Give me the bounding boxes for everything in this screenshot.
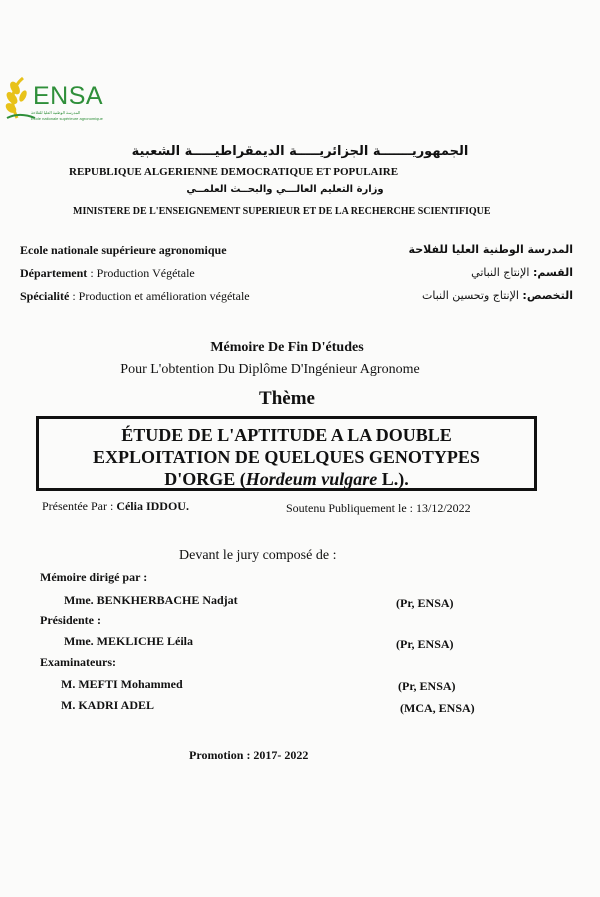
- promotion: Promotion : 2017- 2022: [189, 748, 309, 762]
- examiners-label: Examinateurs:: [40, 655, 116, 669]
- theme-label: Thème: [259, 388, 315, 409]
- theme-species-name: Hordeum vulgare: [245, 469, 378, 489]
- jury-intro: Devant le jury composé de :: [179, 548, 337, 563]
- president-name: Mme. MEKLICHE Léila: [64, 634, 193, 648]
- republic-arabic: الجمهوريـــــــة الجزائريـــــة الديمقراطيـــــة الشعبية: [131, 144, 469, 159]
- theme-line-3: [39, 468, 534, 490]
- speciality-ar-label: التخصص:: [522, 289, 573, 302]
- department-ar-label: القسم:: [532, 266, 573, 279]
- department-line: [20, 266, 195, 281]
- republic-french: REPUBLIQUE ALGERIENNE DEMOCRATIQUE ET POPULAIRE: [69, 166, 399, 178]
- logo-text: ENSA: [33, 82, 104, 110]
- director-label: Mémoire dirigé par :: [40, 570, 148, 584]
- presented-name: Célia IDDOU.: [116, 499, 189, 513]
- presented-label: Présentée Par :: [42, 499, 117, 513]
- theme-line-2: EXPLOITATION DE QUELQUES GENOTYPES: [93, 447, 480, 467]
- examiner-2-name: M. KADRI ADEL: [61, 698, 155, 712]
- presented-by: [42, 499, 189, 514]
- ministry-arabic: وزارة التعليم العالـــي والبحــث العلمــي: [186, 184, 384, 195]
- department-value: : Production Végétale: [87, 266, 195, 280]
- department-ar-value: الإنتاج النباتي: [471, 266, 533, 279]
- theme-line-1: ÉTUDE DE L'APTITUDE A LA DOUBLE: [121, 425, 452, 445]
- school-name-arabic: المدرسة الوطنية العليا للفلاحة: [408, 243, 573, 256]
- logo-subtitle-ar: المدرسة الوطنية العليا للفلاحة: [31, 110, 81, 115]
- examiner-2-title: (MCA, ENSA): [400, 701, 475, 715]
- department-arabic-line: [471, 266, 573, 279]
- defense-date: Soutenu Publiquement le : 13/12/2022: [286, 501, 471, 515]
- memoire-title: Mémoire De Fin D'études: [210, 340, 364, 355]
- theme-box: [36, 416, 537, 491]
- president-label: Présidente :: [40, 613, 101, 627]
- examiner-1-name: M. MEFTI Mohammed: [61, 677, 183, 691]
- school-name-french: Ecole nationale supérieure agronomique: [20, 243, 227, 257]
- examiner-1-title: (Pr, ENSA): [398, 679, 456, 693]
- ministry-french: MINISTERE DE L'ENSEIGNEMENT SUPERIEUR ET DE LA RECHERCHE SCIENTIFIQUE: [73, 206, 491, 217]
- ensa-logo: [3, 72, 113, 132]
- department-label: Département: [20, 266, 88, 280]
- speciality-label: Spécialité: [20, 289, 70, 303]
- theme-line-3-post: L.).: [377, 469, 409, 489]
- logo-subtitle-fr: École nationale supérieure agronomique: [31, 116, 103, 121]
- speciality-ar-value: الإنتاج وتحسين النبات: [422, 289, 523, 302]
- director-name: Mme. BENKHERBACHE Nadjat: [64, 593, 238, 607]
- theme-line-3-pre: D'ORGE (: [164, 469, 246, 489]
- president-title: (Pr, ENSA): [396, 637, 454, 651]
- speciality-value: : Production et amélioration végétale: [69, 289, 250, 303]
- speciality-arabic-line: [422, 289, 573, 302]
- director-title: (Pr, ENSA): [396, 596, 454, 610]
- memoire-subtitle: Pour L'obtention Du Diplôme D'Ingénieur Agronome: [120, 362, 420, 377]
- speciality-line: [20, 289, 250, 304]
